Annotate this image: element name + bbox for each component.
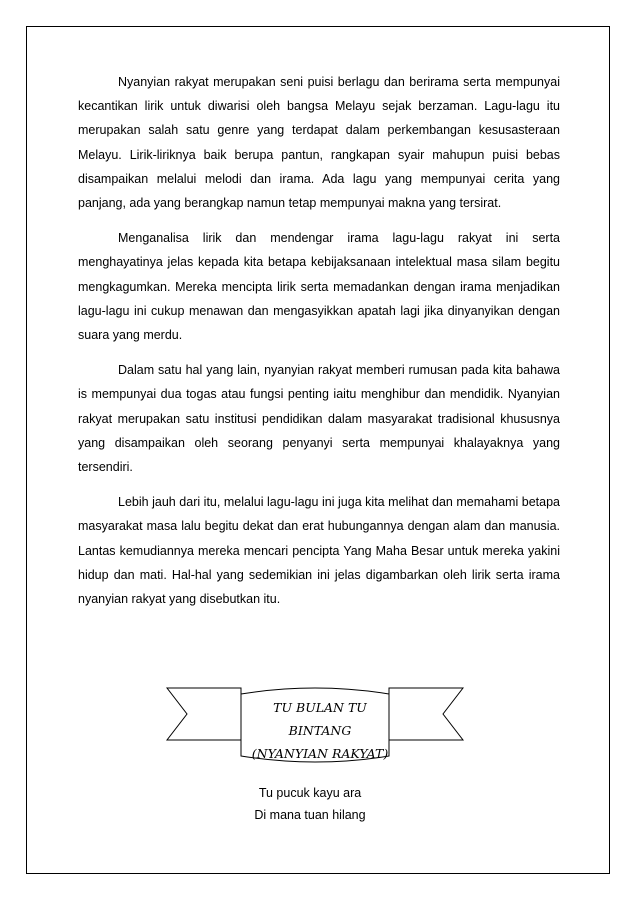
paragraph: Menganalisa lirik dan mendengar irama lagu-lagu rakyat ini serta menghayatinya jelas kepada kita betapa kebijaksanaan intelektual masa silam begitu mengkagumkan. Mereka mencipta lirik serta memadankan dengan irama menjadikan lagu-lagu ini cukup menawan dan mengasyikkan apatah lagi jika dinyanyikan dengan suara yang merdu. [78, 231, 560, 343]
paragraph: Dalam satu hal yang lain, nyanyian rakyat memberi rumusan pada kita bahawa is mempunyai dua togas atau fungsi penting iaitu menghibur dan mendidik. Nyanyian rakyat merupakan satu institusi pendidikan dalam masyarakat tradisional khususnya yang disampaikan oleh seorang penyanyi serta mempunyai khalayaknya yang tersendiri. [78, 363, 560, 475]
banner-title [240, 696, 400, 765]
poem-lines [200, 782, 420, 826]
paragraph: Nyanyian rakyat merupakan seni puisi berlagu dan berirama serta mempunyai kecantikan lirik untuk diwarisi oleh bangsa Melayu sejak berzaman. Lagu-lagu itu merupakan salah satu genre yang terdapat dalam perkembangan kesusasteraan Melayu. Lirik-liriknya baik berupa pantun, rangkapan syair mahupun puisi bebas disampaikan melalui melodi dan irama. Ada lagu yang mempunyai cerita yang panjang, ada yang berangkap namun tetap mempunyai makna yang tersirat. [78, 75, 560, 211]
poem-line: Tu pucuk kayu ara [258, 786, 362, 800]
poem-line: Di mana tuan hilang [254, 808, 366, 822]
title-banner [165, 684, 465, 770]
paragraph: Lebih jauh dari itu, melalui lagu-lagu ini juga kita melihat dan memahami betapa masyarakat masa lalu begitu dekat dan erat hubungannya dengan alam dan manusia. Lantas kemudiannya mereka mencari pencipta Yang Maha Besar untuk mereka yakini hidup dan mati. Hal-hal yang sedemikian ini jelas digambarkan oleh lirik serta irama nyanyian rakyat yang disebutkan itu. [78, 495, 560, 607]
body-text [78, 70, 560, 622]
banner-title-line: BINTANG [288, 723, 352, 738]
banner-title-line: TU BULAN TU [273, 700, 367, 715]
banner-subtitle: (NYANYIAN RAKYAT) [251, 746, 389, 761]
